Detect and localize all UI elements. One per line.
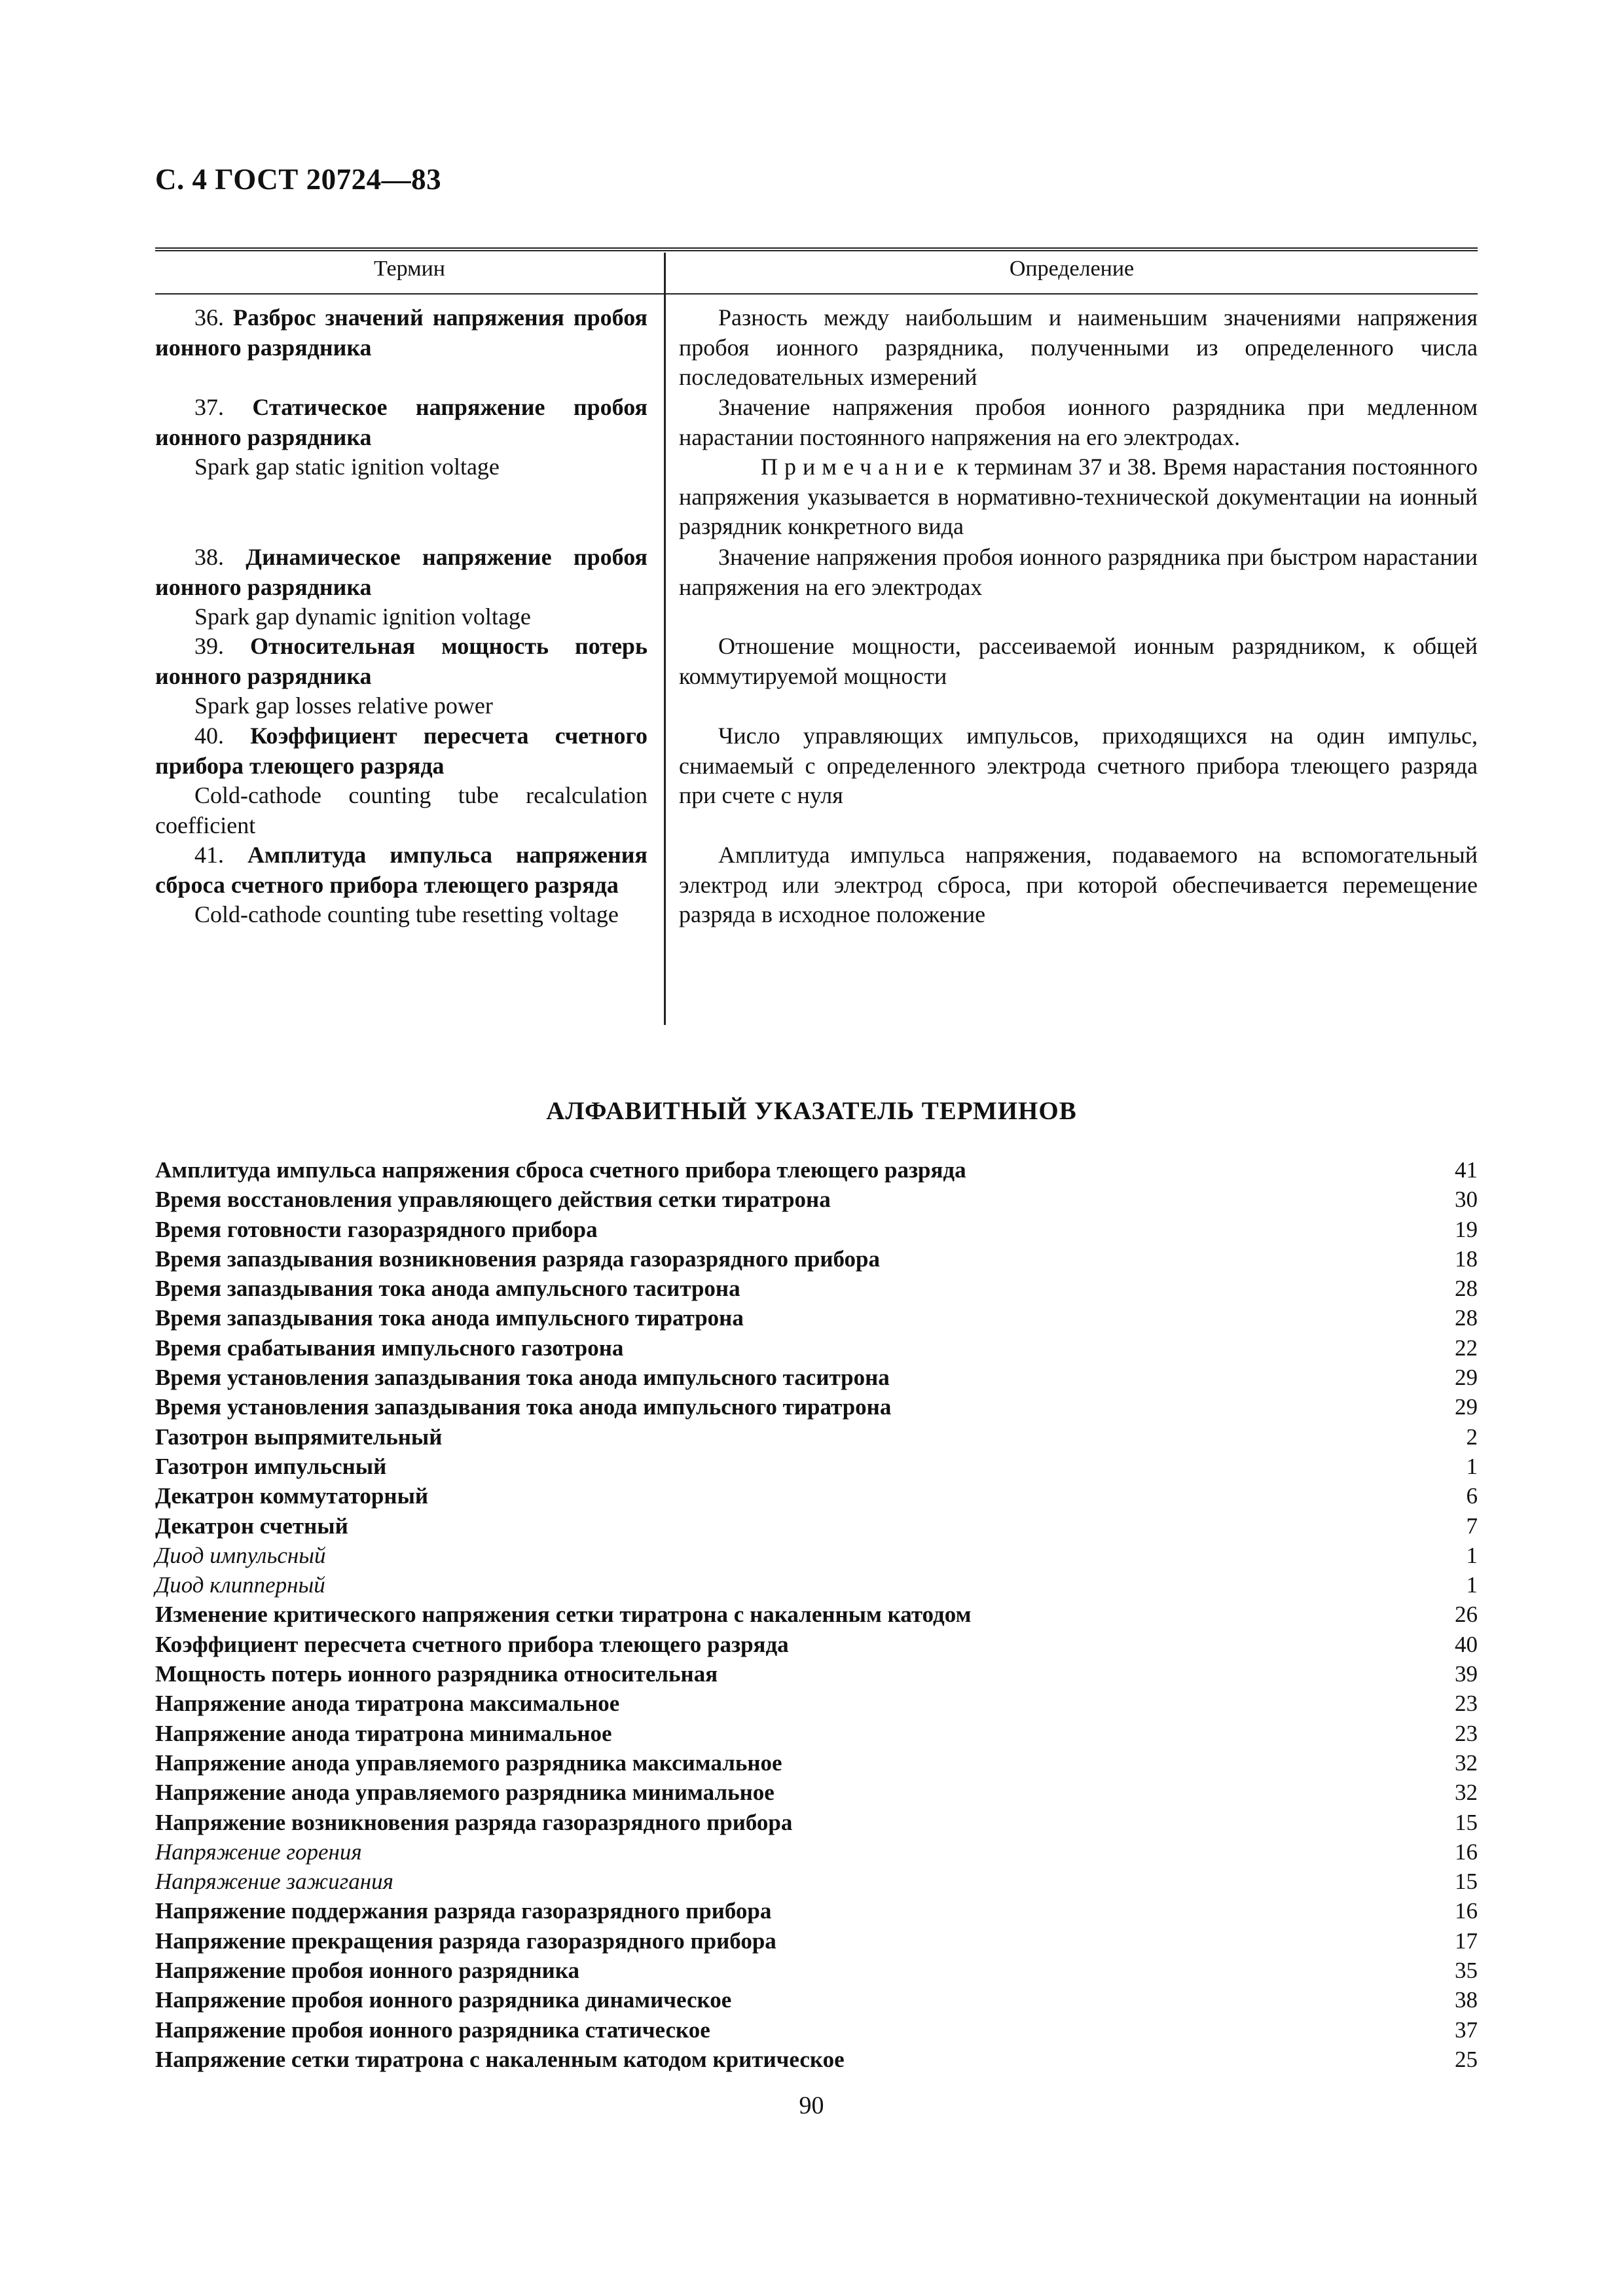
index-entry-number: 18 <box>1455 1246 1478 1272</box>
index-entry <box>155 1244 1478 1274</box>
term-number: 39. <box>194 633 224 659</box>
index-entry-number: 28 <box>1455 1305 1478 1331</box>
index-entry <box>155 1778 1478 1807</box>
index-entry-number: 37 <box>1455 2017 1478 2043</box>
index-entry-term: Декатрон коммутаторный <box>155 1483 429 1509</box>
index-entry <box>155 1956 1478 1985</box>
term-english: Spark gap losses relative power <box>194 692 493 719</box>
index-entry-term: Напряжение пробоя ионного разрядника <box>155 1958 579 1984</box>
index-entry-term: Напряжение анода управляемого разрядника максимальное <box>155 1749 782 1776</box>
index-entry <box>155 1867 1478 1896</box>
index-entry <box>155 1511 1478 1541</box>
index-entry-number: 23 <box>1455 1720 1478 1746</box>
index-entry <box>155 1630 1478 1659</box>
index-entry-term: Коэффициент пересчета счетного прибора тлеющего разряда <box>155 1631 789 1657</box>
term-cell-36 <box>155 303 647 363</box>
index-entry-term: Напряжение возникновения разряда газоразрядного прибора <box>155 1809 793 1835</box>
term-english: Spark gap dynamic ignition voltage <box>194 603 531 630</box>
index-entry-number: 38 <box>1455 1987 1478 2013</box>
index-entry <box>155 1570 1478 1600</box>
term-number: 40. <box>194 723 224 749</box>
index-entry-term: Время установления запаздывания тока анода импульсного таситрона <box>155 1365 890 1391</box>
index-entry-term: Амплитуда импульса напряжения сброса счетного прибора тлеющего разряда <box>155 1157 966 1183</box>
index-entry <box>155 1303 1478 1333</box>
index-entry-number: 26 <box>1455 1602 1478 1628</box>
index-entry-number: 32 <box>1455 1780 1478 1806</box>
index-entry-term: Напряжение анода тиратрона минимальное <box>155 1720 612 1746</box>
index-entry-number: 40 <box>1455 1631 1478 1657</box>
index-entry <box>155 1185 1478 1214</box>
term-cell-41 <box>155 840 647 930</box>
term-cell-37 <box>155 393 647 482</box>
index-entry-term: Напряжение прекращения разряда газоразрядного прибора <box>155 1928 776 1954</box>
index-entry-number: 7 <box>1466 1513 1478 1539</box>
index-entry-term: Время запаздывания тока анода ампульсного таситрона <box>155 1276 740 1302</box>
table-top-rule <box>155 247 1478 251</box>
definition-cell-39: Отношение мощности, рассеиваемой ионным разрядником, к общей коммутируемой мощности <box>679 633 1478 689</box>
term-russian: Динамическое напряжение пробоя ионного разрядника <box>155 544 647 600</box>
index-entry-number: 15 <box>1455 1809 1478 1835</box>
index-entry <box>155 1600 1478 1629</box>
index-entry <box>155 1333 1478 1363</box>
index-entry-number: 25 <box>1455 2046 1478 2072</box>
page-header: С. 4 ГОСТ 20724—83 <box>155 163 442 196</box>
index-entry-term: Время запаздывания возникновения разряда газоразрядного прибора <box>155 1246 881 1272</box>
index-entry <box>155 1926 1478 1956</box>
term-number: 41. <box>194 842 224 868</box>
index-entry-number: 16 <box>1455 1839 1478 1865</box>
index-entry-number: 19 <box>1455 1216 1478 1242</box>
term-number: 38. <box>194 544 224 570</box>
index-entry <box>155 1808 1478 1837</box>
term-cell-38 <box>155 543 647 632</box>
index-entry-term: Газотрон выпрямительный <box>155 1424 443 1450</box>
index-entry-term: Напряжение поддержания разряда газоразрядного прибора <box>155 1898 772 1924</box>
index-entry-number: 23 <box>1455 1691 1478 1717</box>
definition-text: Значение напряжения пробоя ионного разрядника при медленном нарастании постоянного напряжения на его электродах. <box>679 394 1478 450</box>
index-entry <box>155 1689 1478 1718</box>
term-number: 36. <box>194 304 224 331</box>
index-entry <box>155 1541 1478 1570</box>
index-entry-term: Время срабатывания импульсного газотрона <box>155 1335 624 1361</box>
index-entry <box>155 1748 1478 1778</box>
index-entry-term: Время готовности газоразрядного прибора <box>155 1216 598 1242</box>
definition-cell-38: Значение напряжения пробоя ионного разрядника при быстром нарастании напряжения на его электродах <box>679 544 1478 600</box>
index-entry-term: Декатрон счетный <box>155 1513 348 1539</box>
term-russian: Статическое напряжение пробоя ионного разрядника <box>155 394 647 450</box>
index-entry-number: 22 <box>1455 1335 1478 1361</box>
term-russian: Разброс значений напряжения пробоя ионного разрядника <box>155 304 648 361</box>
index-entry-term: Напряжение пробоя ионного разрядника статическое <box>155 2017 710 2043</box>
index-entry-term: Напряжение анода управляемого разрядника минимальное <box>155 1780 775 1806</box>
index-entry <box>155 1719 1478 1748</box>
table-column-divider <box>664 253 666 1025</box>
index-entry-term: Диод импульсный <box>155 1542 326 1568</box>
index-entry <box>155 1659 1478 1689</box>
definition-cell-36: Разность между наибольшим и наименьшим значениями напряжения пробоя ионного разрядника, полученными из определенного числа последовательных измерений <box>679 304 1478 390</box>
term-english: Cold-cathode counting tube recalculation coefficient <box>155 782 647 838</box>
index-entry-number: 35 <box>1455 1958 1478 1984</box>
index-entry <box>155 2015 1478 2045</box>
index-entry <box>155 1896 1478 1926</box>
index-entry-term: Напряжение пробоя ионного разрядника динамическое <box>155 1987 732 2013</box>
index-entry <box>155 1215 1478 1244</box>
note-text: к терминам 37 и 38. Время нарастания постоянного напряжения указывается в нормативно-технической документации на ионный разрядник конкретного вида <box>679 454 1478 539</box>
index-list <box>155 1155 1478 2074</box>
index-entry-number: 28 <box>1455 1276 1478 1302</box>
terms-table <box>155 247 1478 1025</box>
note-block <box>679 452 1478 542</box>
term-english: Cold-cathode counting tube resetting voltage <box>194 901 619 927</box>
column-header-term: Термин <box>374 257 445 281</box>
term-english: Spark gap static ignition voltage <box>194 454 500 480</box>
column-header-definition: Определение <box>1009 257 1135 281</box>
index-entry-term: Газотрон импульсный <box>155 1453 387 1479</box>
index-entry-number: 1 <box>1466 1453 1478 1479</box>
index-entry-number: 30 <box>1455 1187 1478 1213</box>
index-entry <box>155 1452 1478 1481</box>
definition-cell-41: Амплитуда импульса напряжения, подаваемого на вспомогательный электрод или электрод сброса, при которой обеспечивается перемещение разряда в исходное положение <box>679 842 1478 927</box>
index-entry-term: Время установления запаздывания тока анода импульсного тиратрона <box>155 1394 892 1420</box>
term-russian: Относительная мощность потерь ионного разрядника <box>155 633 647 689</box>
page-number: 90 <box>799 2092 824 2119</box>
term-cell-40 <box>155 721 647 840</box>
term-number: 37. <box>194 394 224 420</box>
index-entry-term: Мощность потерь ионного разрядника относительная <box>155 1661 718 1687</box>
index-entry <box>155 1422 1478 1452</box>
index-entry-number: 1 <box>1466 1542 1478 1568</box>
index-entry-term: Изменение критического напряжения сетки тиратрона с накаленным катодом <box>155 1602 972 1628</box>
index-title: АЛФАВИТНЫЙ УКАЗАТЕЛЬ ТЕРМИНОВ <box>546 1097 1077 1125</box>
index-entry-number: 32 <box>1455 1749 1478 1776</box>
index-entry-number: 15 <box>1455 1869 1478 1895</box>
index-entry <box>155 1155 1478 1185</box>
definition-cell-40: Число управляющих импульсов, приходящихся на один импульс, снимаемый с определенного электрода счетного прибора тлеющего разряда при счете с нуля <box>679 723 1478 808</box>
note-label: Примечание <box>761 454 951 480</box>
definition-cell-37 <box>679 393 1478 542</box>
index-entry <box>155 1274 1478 1303</box>
table-header-rule <box>155 293 1478 295</box>
index-entry <box>155 1837 1478 1867</box>
index-entry-number: 2 <box>1466 1424 1478 1450</box>
index-entry-number: 16 <box>1455 1898 1478 1924</box>
term-russian: Амплитуда импульса напряжения сброса счетного прибора тлеющего разряда <box>155 842 647 898</box>
index-entry-number: 29 <box>1455 1394 1478 1420</box>
index-entry-term: Напряжение анода тиратрона максимальное <box>155 1691 620 1717</box>
index-entry-term: Время запаздывания тока анода импульсного тиратрона <box>155 1305 744 1331</box>
index-entry <box>155 1985 1478 2015</box>
index-entry-number: 1 <box>1466 1572 1478 1598</box>
index-entry-term: Напряжение горения <box>155 1839 362 1865</box>
index-entry <box>155 1392 1478 1422</box>
index-entry <box>155 1481 1478 1511</box>
index-entry-term: Диод клипперный <box>155 1572 325 1598</box>
index-entry <box>155 2045 1478 2074</box>
index-entry-number: 41 <box>1455 1157 1478 1183</box>
index-entry-number: 6 <box>1466 1483 1478 1509</box>
index-entry-term: Напряжение сетки тиратрона с накаленным катодом критическое <box>155 2046 845 2072</box>
index-entry-term: Время восстановления управляющего действия сетки тиратрона <box>155 1187 831 1213</box>
index-entry-number: 29 <box>1455 1365 1478 1391</box>
term-cell-39 <box>155 632 647 721</box>
index-entry-term: Напряжение зажигания <box>155 1869 393 1895</box>
index-entry <box>155 1363 1478 1392</box>
index-entry-number: 17 <box>1455 1928 1478 1954</box>
term-russian: Коэффициент пересчета счетного прибора тлеющего разряда <box>155 723 648 779</box>
index-entry-number: 39 <box>1455 1661 1478 1687</box>
